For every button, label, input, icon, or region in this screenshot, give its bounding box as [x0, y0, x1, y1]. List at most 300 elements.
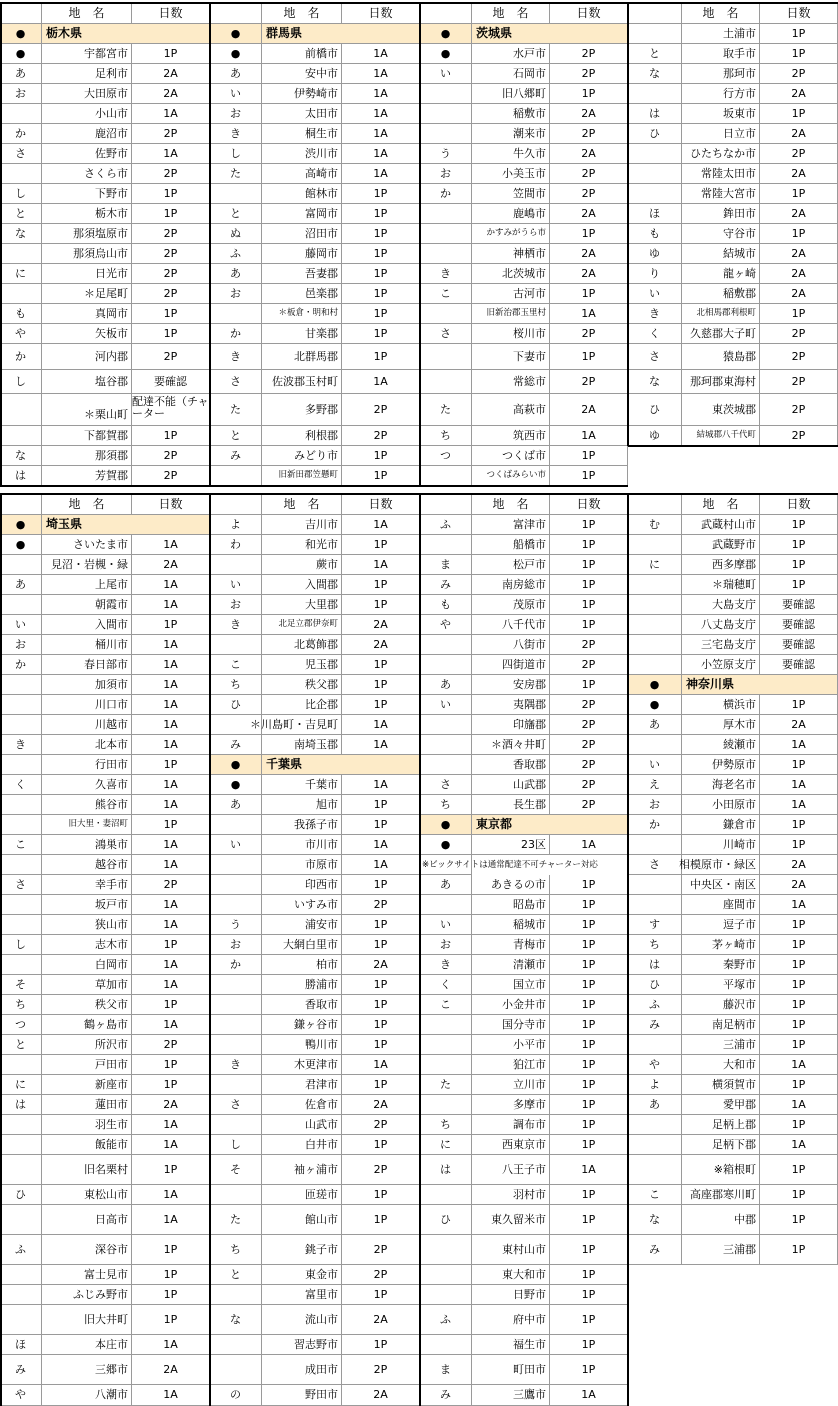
bottom-delivery-days: 1P	[550, 1035, 628, 1055]
bottom-place-name: 小田原市	[682, 795, 760, 815]
bottom-delivery-days: 2P	[342, 1115, 420, 1135]
top-delivery-days: 2P	[342, 394, 420, 426]
bottom-delivery-days: 2P	[550, 795, 628, 815]
bottom-prefecture-title: 東京都	[472, 815, 628, 835]
bottom-note: ※ビックサイトは通常配達不可チャーター対応	[422, 859, 598, 870]
bottom-place-name: 東大和市	[472, 1265, 550, 1285]
bottom-row-index	[628, 1035, 682, 1055]
bottom-row-index: に	[628, 555, 682, 575]
top-place-name: 高萩市	[472, 394, 550, 426]
top-delivery-days: 2A	[760, 124, 838, 144]
bottom-delivery-days: 2P	[342, 895, 420, 915]
top-header-place-1: 地 名	[262, 3, 342, 24]
bottom-place-name: 北葛飾郡	[262, 635, 342, 655]
top-place-name: 水戸市	[472, 44, 550, 64]
bottom-row-index: な	[210, 1305, 262, 1335]
bottom-row-index: お	[628, 795, 682, 815]
top-row-index	[0, 284, 42, 304]
bottom-place-name: 三鷹市	[472, 1385, 550, 1406]
bottom-row-index: か	[210, 955, 262, 975]
bottom-delivery-days: 1P	[550, 1095, 628, 1115]
bottom-prefecture-title: 神奈川県	[682, 675, 838, 695]
top-row-index: ふ	[210, 244, 262, 264]
bottom-place-name: 鶴ヶ島市	[42, 1015, 132, 1035]
bottom-delivery-days: 1A	[132, 635, 210, 655]
bottom-row-index	[210, 1075, 262, 1095]
top-delivery-days: 1P	[342, 264, 420, 284]
bottom-row-index: く	[0, 775, 42, 795]
bottom-delivery-days: 1A	[760, 1095, 838, 1115]
bottom-delivery-days: 1P	[342, 1185, 420, 1205]
bottom-row-index: ち	[420, 795, 472, 815]
bottom-place-name: 四街道市	[472, 655, 550, 675]
top-delivery-days: 1A	[342, 84, 420, 104]
top-delivery-days: 1P	[760, 184, 838, 204]
top-delivery-days: 1P	[342, 344, 420, 370]
bottom-header-days-2: 日数	[550, 494, 628, 515]
bottom-delivery-days: 1P	[760, 515, 838, 535]
bottom-delivery-days: 要確認	[760, 655, 838, 675]
top-place-name: 北茨城市	[472, 264, 550, 284]
bottom-place-name: 武蔵野市	[682, 535, 760, 555]
top-place-name: 小美玉市	[472, 164, 550, 184]
bottom-place-name: 川崎市	[682, 835, 760, 855]
bottom-delivery-days: 2A	[342, 635, 420, 655]
top-delivery-days: 2P	[550, 370, 628, 394]
bottom-place-name: 藤沢市	[682, 995, 760, 1015]
bottom-delivery-days: 1P	[132, 1285, 210, 1305]
bottom-row-index: ほ	[0, 1335, 42, 1355]
top-place-name: 高崎市	[262, 164, 342, 184]
top-delivery-days: 2A	[132, 84, 210, 104]
bottom-row-index	[420, 1285, 472, 1305]
bottom-row-index: ふ	[420, 515, 472, 535]
bottom-row-index	[210, 975, 262, 995]
top-row-index: な	[628, 64, 682, 84]
bottom-delivery-days: 1A	[132, 915, 210, 935]
top-delivery-days: 2A	[550, 264, 628, 284]
bottom-row-index	[628, 655, 682, 675]
top-header-days-0: 日数	[132, 3, 210, 24]
top-delivery-days: 1P	[342, 224, 420, 244]
bottom-place-name: 八丈島支庁	[682, 615, 760, 635]
bottom-place-name: ※箱根町	[682, 1155, 760, 1185]
top-delivery-days: 1A	[342, 44, 420, 64]
bottom-row-index: ひ	[628, 975, 682, 995]
bottom-place-name: 和光市	[262, 535, 342, 555]
bottom-row-index: き	[0, 735, 42, 755]
top-place-name: 那須烏山市	[42, 244, 132, 264]
bottom-place-name: 西東京市	[472, 1135, 550, 1155]
bottom-row-index	[0, 715, 42, 735]
bottom-row-index	[210, 1355, 262, 1385]
bottom-place-name: 佐倉市	[262, 1095, 342, 1115]
bottom-delivery-days: 1P	[760, 575, 838, 595]
bottom-row-index	[628, 1135, 682, 1155]
bottom-row-index	[210, 875, 262, 895]
top-row-index: あ	[0, 64, 42, 84]
bottom-row-index	[628, 535, 682, 555]
bottom-delivery-days: 1P	[342, 1035, 420, 1055]
column-divider	[627, 494, 629, 1255]
top-delivery-days: 1P	[760, 224, 838, 244]
top-prefecture-title: 栃木県	[42, 24, 210, 44]
top-row-index: あ	[210, 64, 262, 84]
bottom-row-index	[210, 815, 262, 835]
top-row-index	[210, 466, 262, 486]
bottom-delivery-days: 1P	[550, 1135, 628, 1155]
bottom-delivery-days: 1A	[342, 715, 420, 735]
top-place-name: 日立市	[682, 124, 760, 144]
top-delivery-days: 2P	[550, 184, 628, 204]
bottom-delivery-days: 1A	[342, 855, 420, 875]
top-row-index	[420, 84, 472, 104]
bottom-place-name: 習志野市	[262, 1335, 342, 1355]
bottom-delivery-days: 2P	[342, 1235, 420, 1265]
column-divider	[627, 3, 629, 446]
bottom-place-name: 足柄下郡	[682, 1135, 760, 1155]
bottom-row-index: に	[420, 1135, 472, 1155]
bottom-delivery-days: 1A	[342, 775, 420, 795]
top-row-index: な	[0, 446, 42, 466]
bottom-place-name: 白岡市	[42, 955, 132, 975]
top-row-index: ひ	[628, 124, 682, 144]
bottom-delivery-days: 1P	[550, 615, 628, 635]
bottom-place-name: 桶川市	[42, 635, 132, 655]
top-delivery-days: 1P	[342, 244, 420, 264]
top-delivery-days: 1P	[760, 44, 838, 64]
bottom-row-index: た	[420, 1075, 472, 1095]
top-place-name: 旧新田郡笠懸町	[262, 466, 342, 486]
top-delivery-days: 2P	[760, 370, 838, 394]
bottom-place-name: 横須賀市	[682, 1075, 760, 1095]
column-divider	[419, 3, 421, 486]
bottom-row-index	[0, 755, 42, 775]
bottom-delivery-days: 1A	[760, 735, 838, 755]
bottom-row-index: ふ	[420, 1305, 472, 1335]
bottom-row-index	[628, 735, 682, 755]
top-delivery-days: 2A	[760, 164, 838, 184]
bottom-row-index: こ	[0, 835, 42, 855]
bottom-row-index: こ	[628, 1185, 682, 1205]
top-place-name: さくら市	[42, 164, 132, 184]
bottom-row-index: し	[0, 935, 42, 955]
bottom-place-name: 袖ヶ浦市	[262, 1155, 342, 1185]
bottom-delivery-days: 2A	[342, 1305, 420, 1335]
top-place-name: みどり市	[262, 446, 342, 466]
top-place-name: 結城郡八千代町	[682, 426, 760, 446]
bottom-delivery-days: 1P	[132, 1265, 210, 1285]
bottom-delivery-days: 1P	[550, 975, 628, 995]
bottom-row-index: わ	[210, 535, 262, 555]
bottom-row-index: に	[0, 1075, 42, 1095]
top-row-index: い	[420, 64, 472, 84]
top-row-index: き	[420, 264, 472, 284]
top-delivery-days: 1P	[132, 426, 210, 446]
bottom-row-index	[420, 895, 472, 915]
bottom-place-name: 狛江市	[472, 1055, 550, 1075]
bottom-row-index: ひ	[0, 1185, 42, 1205]
bottom-delivery-days: 1P	[550, 1075, 628, 1095]
bottom-row-index: ●	[0, 535, 42, 555]
bottom-delivery-days: 1P	[550, 1015, 628, 1035]
top-place-name: 常陸大宮市	[682, 184, 760, 204]
bottom-row-index: み	[420, 1385, 472, 1406]
bottom-place-name: 東松山市	[42, 1185, 132, 1205]
bottom-place-name: 鎌ヶ谷市	[262, 1015, 342, 1035]
bottom-place-name: 印西市	[262, 875, 342, 895]
top-prefecture-marker: ●	[0, 24, 42, 44]
top-delivery-days: 1P	[550, 446, 628, 466]
bottom-place-name: 新座市	[42, 1075, 132, 1095]
bottom-place-name: 座間市	[682, 895, 760, 915]
bottom-place-name: 香取市	[262, 995, 342, 1015]
bottom-delivery-days: 2P	[342, 1155, 420, 1185]
top-delivery-days: 1P	[342, 304, 420, 324]
bottom-delivery-days: 1A	[132, 695, 210, 715]
bottom-delivery-days: 1P	[760, 1015, 838, 1035]
bottom-place-name: 足柄上郡	[682, 1115, 760, 1135]
top-place-name: 常陸太田市	[682, 164, 760, 184]
bottom-place-name: 香取郡	[472, 755, 550, 775]
bottom-delivery-days: 1P	[760, 975, 838, 995]
top-place-name: かすみがうら市	[472, 224, 550, 244]
top-row-index: い	[628, 284, 682, 304]
bottom-row-index: と	[0, 1035, 42, 1055]
bottom-header-index-2	[420, 494, 472, 515]
bottom-place-name: ＊川島町・吉見町	[262, 715, 342, 735]
bottom-row-index: ●	[628, 695, 682, 715]
top-place-name: 前橋市	[262, 44, 342, 64]
bottom-header-place-0: 地 名	[42, 494, 132, 515]
top-prefecture-title: 群馬県	[262, 24, 420, 44]
top-header-place-2: 地 名	[472, 3, 550, 24]
top-place-name: 鹿沼市	[42, 124, 132, 144]
top-place-name: 那須塩原市	[42, 224, 132, 244]
bottom-delivery-days: 1P	[342, 875, 420, 895]
bottom-row-index: や	[628, 1055, 682, 1075]
top-row-index: ●	[420, 44, 472, 64]
bottom-place-name: 春日部市	[42, 655, 132, 675]
top-place-name: 下妻市	[472, 344, 550, 370]
bottom-delivery-days: 1P	[550, 955, 628, 975]
bottom-place-name: 中郡	[682, 1205, 760, 1235]
bottom-place-name: 本庄市	[42, 1335, 132, 1355]
top-delivery-days: 1P	[342, 204, 420, 224]
bottom-place-name: 旭市	[262, 795, 342, 815]
top-delivery-days: 1P	[342, 466, 420, 486]
bottom-row-index	[0, 555, 42, 575]
bottom-place-name: ＊瑞穂町	[682, 575, 760, 595]
top-delivery-days: 1P	[760, 104, 838, 124]
top-row-index	[0, 244, 42, 264]
top-place-name: 久慈郡大子町	[682, 324, 760, 344]
bottom-row-index	[210, 1115, 262, 1135]
bottom-row-index: あ	[0, 575, 42, 595]
bottom-row-index: あ	[628, 715, 682, 735]
bottom-row-index: も	[420, 595, 472, 615]
top-delivery-days: 2P	[760, 426, 838, 446]
bottom-place-name: 海老名市	[682, 775, 760, 795]
bottom-delivery-days: 2A	[342, 955, 420, 975]
top-row-index: は	[0, 466, 42, 486]
bottom-place-name: 小平市	[472, 1035, 550, 1055]
bottom-place-name: 伊勢原市	[682, 755, 760, 775]
column-divider	[627, 1255, 629, 1406]
bottom-place-name: 印旛郡	[472, 715, 550, 735]
bottom-delivery-days: 1A	[342, 1055, 420, 1075]
top-row-index	[420, 124, 472, 144]
bottom-delivery-days: 1P	[760, 1155, 838, 1185]
bottom-row-index	[0, 1155, 42, 1185]
bottom-row-index	[420, 1055, 472, 1075]
bottom-place-name: 南房総市	[472, 575, 550, 595]
bottom-delivery-days: 1A	[132, 975, 210, 995]
bottom-place-name: 野田市	[262, 1385, 342, 1406]
bottom-row-index: ち	[210, 1235, 262, 1265]
column-divider	[0, 494, 2, 1406]
bottom-row-index	[628, 1155, 682, 1185]
top-delivery-days: 2P	[760, 64, 838, 84]
top-row-index: み	[210, 446, 262, 466]
bottom-delivery-days: 1A	[342, 555, 420, 575]
bottom-delivery-days: 1A	[342, 515, 420, 535]
bottom-row-index	[628, 875, 682, 895]
bottom-row-index: み	[628, 1235, 682, 1265]
top-row-index	[0, 164, 42, 184]
bottom-place-name: 羽生市	[42, 1115, 132, 1135]
top-delivery-days: 2A	[760, 84, 838, 104]
bottom-place-name: 銚子市	[262, 1235, 342, 1265]
bottom-delivery-days: 1P	[342, 1015, 420, 1035]
top-place-name: 潮来市	[472, 124, 550, 144]
bottom-delivery-days: 1P	[342, 995, 420, 1015]
bottom-delivery-days: 1P	[550, 575, 628, 595]
top-row-index: さ	[210, 370, 262, 394]
bottom-place-name: 長生郡	[472, 795, 550, 815]
top-place-name: ＊足尾町	[42, 284, 132, 304]
bottom-place-name: 茂原市	[472, 595, 550, 615]
bottom-delivery-days: 1P	[550, 995, 628, 1015]
bottom-row-index: ●	[210, 775, 262, 795]
bottom-place-name: 小金井市	[472, 995, 550, 1015]
bottom-place-name: 川越市	[42, 715, 132, 735]
bottom-delivery-days: 1P	[550, 1335, 628, 1355]
bottom-delivery-days: 1P	[342, 1285, 420, 1305]
bottom-place-name: 吉川市	[262, 515, 342, 535]
top-row-index: た	[420, 394, 472, 426]
bottom-place-name: 東金市	[262, 1265, 342, 1285]
top-row-index: お	[0, 84, 42, 104]
bottom-delivery-days: 1P	[550, 1205, 628, 1235]
bottom-row-index	[210, 635, 262, 655]
top-delivery-days: 1P	[342, 446, 420, 466]
bottom-delivery-days: 1P	[132, 615, 210, 635]
bottom-place-name: 日高市	[42, 1205, 132, 1235]
top-delivery-days: 2P	[132, 446, 210, 466]
bottom-place-name: 入間市	[42, 615, 132, 635]
top-row-index: ゆ	[628, 244, 682, 264]
top-delivery-days: 1P	[550, 344, 628, 370]
top-place-name: 佐野市	[42, 144, 132, 164]
bottom-delivery-days: 1A	[132, 535, 210, 555]
bottom-place-name: 富津市	[472, 515, 550, 535]
bottom-row-index: き	[210, 615, 262, 635]
top-place-name: 那珂郡東海村	[682, 370, 760, 394]
top-row-index	[420, 344, 472, 370]
top-row-index	[628, 164, 682, 184]
bottom-place-name: 山武郡	[472, 775, 550, 795]
bottom-row-index: う	[210, 915, 262, 935]
bottom-place-name: あきるの市	[472, 875, 550, 895]
top-row-index	[210, 304, 262, 324]
bottom-delivery-days: 1P	[760, 1185, 838, 1205]
top-row-index: き	[210, 344, 262, 370]
bottom-place-name: 国立市	[472, 975, 550, 995]
bottom-place-name: 勝浦市	[262, 975, 342, 995]
bottom-row-index: つ	[0, 1015, 42, 1035]
bottom-delivery-days: 1P	[760, 1235, 838, 1265]
bottom-row-index: き	[420, 955, 472, 975]
bottom-place-name: 夷隅郡	[472, 695, 550, 715]
bottom-delivery-days: 1P	[132, 1305, 210, 1335]
bottom-place-name: 朝霞市	[42, 595, 132, 615]
top-delivery-days: 2P	[132, 284, 210, 304]
bottom-delivery-days: 1A	[132, 675, 210, 695]
top-delivery-days: 1P	[342, 184, 420, 204]
top-row-index	[0, 426, 42, 446]
bottom-delivery-days: 1P	[132, 1055, 210, 1075]
bottom-delivery-days: 2P	[550, 635, 628, 655]
bottom-place-name: 秩父市	[42, 995, 132, 1015]
top-row-index: り	[628, 264, 682, 284]
bottom-place-name: 坂戸市	[42, 895, 132, 915]
bottom-place-name: 秦野市	[682, 955, 760, 975]
top-delivery-days: 2P	[550, 164, 628, 184]
bottom-delivery-days: 1A	[132, 1185, 210, 1205]
top-delivery-days: 2A	[760, 204, 838, 224]
top-row-index: し	[210, 144, 262, 164]
bottom-row-index: と	[210, 1265, 262, 1285]
bottom-row-index: お	[0, 635, 42, 655]
top-row-index	[628, 24, 682, 44]
bottom-place-name: 稲城市	[472, 915, 550, 935]
column-divider	[419, 494, 421, 1406]
bottom-header-index-0	[0, 494, 42, 515]
bottom-place-name: 茅ヶ崎市	[682, 935, 760, 955]
top-row-index: や	[0, 324, 42, 344]
top-place-name: 日光市	[42, 264, 132, 284]
bottom-place-name: ＊酒々井町	[472, 735, 550, 755]
bottom-place-name: 志木市	[42, 935, 132, 955]
bottom-delivery-days: 1P	[760, 1075, 838, 1095]
bottom-row-index: い	[0, 615, 42, 635]
top-row-index: さ	[420, 324, 472, 344]
top-delivery-days: 2P	[132, 466, 210, 486]
top-delivery-days: 2A	[132, 64, 210, 84]
bottom-delivery-days: 1P	[342, 1335, 420, 1355]
bottom-place-name: 多摩市	[472, 1095, 550, 1115]
top-row-index: さ	[628, 344, 682, 370]
bottom-place-name: 蕨市	[262, 555, 342, 575]
top-place-name: 藤岡市	[262, 244, 342, 264]
bottom-header-index-3	[628, 494, 682, 515]
bottom-place-name: 木更津市	[262, 1055, 342, 1075]
bottom-place-name: 児玉郡	[262, 655, 342, 675]
top-delivery-days: 2A	[550, 394, 628, 426]
bottom-delivery-days: 1P	[342, 935, 420, 955]
bottom-delivery-days: 1P	[550, 1115, 628, 1135]
